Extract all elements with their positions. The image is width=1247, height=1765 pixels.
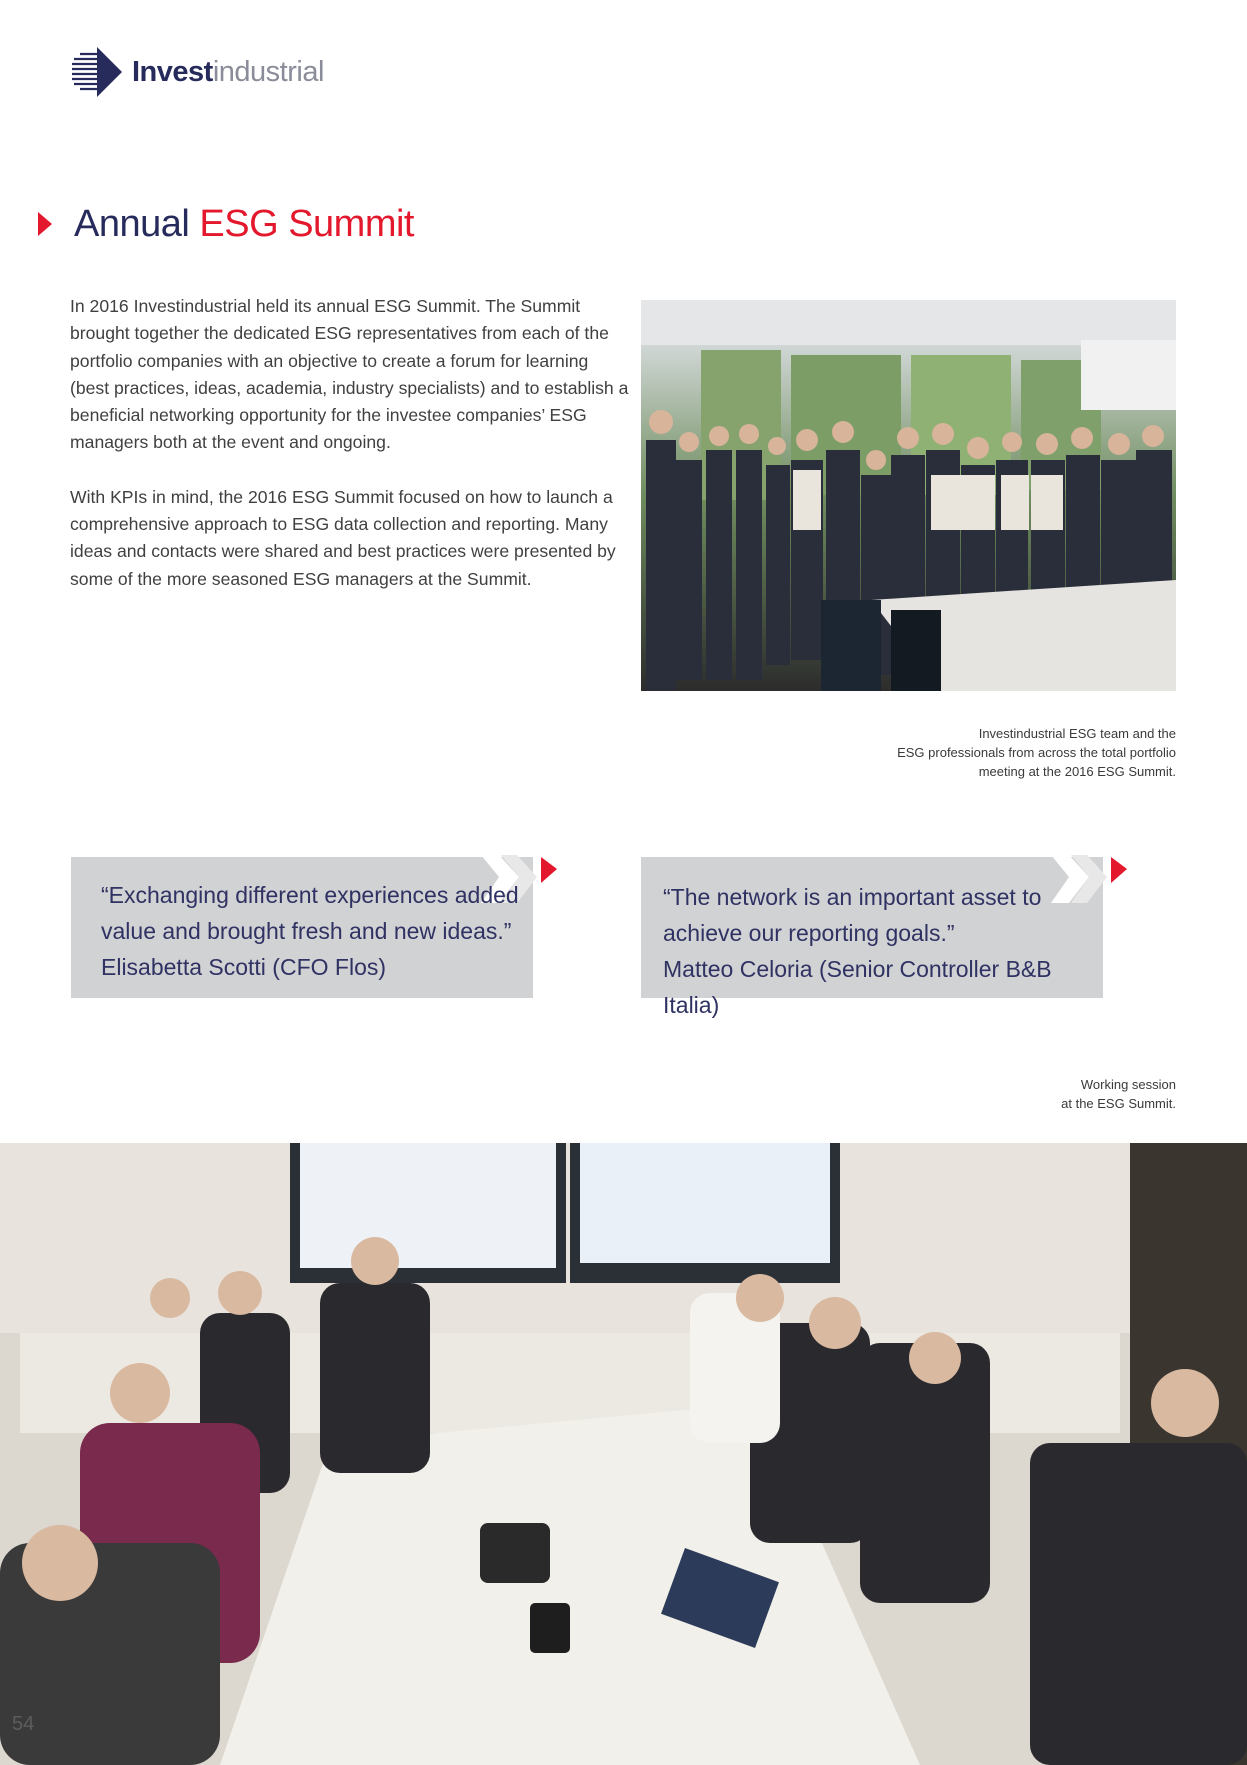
heading-arrow-icon — [38, 212, 52, 236]
quote-text-2: “The network is an important asset to achieve our reporting goals.” Matteo Celoria (Senior Controller B&B Italia) — [663, 884, 1052, 1018]
team-photo — [641, 300, 1176, 691]
page-number: 54 — [12, 1713, 35, 1735]
heading-title: Annual ESG Summit — [74, 203, 414, 245]
company-logo — [70, 44, 330, 100]
logo-wordmark: Investindustrial — [132, 55, 324, 88]
quote-box-2 — [641, 857, 1103, 1018]
team-photo-caption: Investindustrial ESG team and the ESG professionals from across the total portfolio meeting at the 2016 ESG Summit. — [897, 726, 1176, 779]
logo-diamond-icon — [70, 45, 124, 99]
section-heading — [38, 205, 414, 243]
body-paragraph-2: With KPIs in mind, the 2016 ESG Summit focused on how to launch a comprehensive approach to ESG data collection and reporting. Many ideas and contacts were shared and best practices were presented by some of the more seasoned ESG managers at the Summit. — [70, 486, 616, 589]
body-paragraph-1: In 2016 Investindustrial held its annual ESG Summit. The Summit brought together the dedicated ESG representatives from each of the portfolio companies with an objective to create a forum for learning (best practices, ideas, academia, industry specialists) and to establish a beneficial networking opportunity for the investee companies’ ESG managers both at the event and ongoing. — [70, 296, 629, 453]
quote-text-1: “Exchanging different experiences added value and brought fresh and new ideas.” Elisabetta Scotti (CFO Flos) — [101, 882, 519, 980]
working-session-caption: Working session at the ESG Summit. — [1061, 1077, 1176, 1111]
body-text — [70, 293, 630, 620]
quote-box-1 — [71, 857, 533, 998]
working-session-photo — [0, 1143, 1247, 1765]
